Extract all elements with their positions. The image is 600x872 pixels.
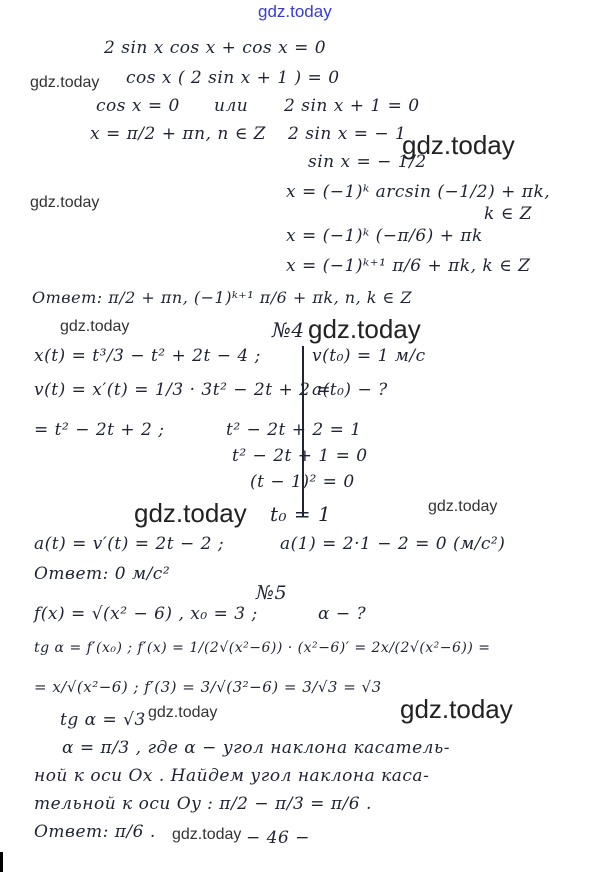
equation-line: cos x = 0 [96, 96, 180, 116]
watermark: gdz.today [172, 826, 242, 843]
watermark: gdz.today [30, 194, 100, 211]
text-line: ной к оси Ox . Найдем угол наклона каса- [34, 766, 430, 786]
watermark: gdz.today [148, 704, 218, 721]
equation-line: sin x = − 1/2 [308, 152, 427, 172]
given-line: α − ? [318, 604, 367, 624]
watermark: gdz.today [400, 694, 513, 724]
equation-line: 2 sin x cos x + cos x = 0 [104, 38, 327, 58]
equation-line: t₀ = 1 [270, 502, 332, 526]
equation-line: v(t) = x′(t) = 1/3 · 3t² − 2t + 2 = [34, 380, 332, 400]
answer-line: Ответ: π/6 . [34, 822, 156, 842]
watermark: gdz.today [30, 74, 100, 91]
equation-line: t² − 2t + 2 = 1 [226, 420, 362, 440]
answer-line: Ответ: 0 м/с² [34, 564, 171, 584]
equation-line: cos x ( 2 sin x + 1 ) = 0 [126, 68, 340, 88]
text-line: α = π/3 , где α − угол наклона касатель- [62, 738, 450, 758]
equation-line: x = (−1)ᵏ⁺¹ π/6 + πk, k ∈ Z [286, 256, 531, 276]
equation-line: k ∈ Z [484, 204, 533, 224]
given-line: a(t₀) − ? [312, 380, 388, 400]
watermark: gdz.today [428, 498, 498, 515]
equation-line: = x/√(x²−6) ; f′(3) = 3/√(3²−6) = 3/√3 = √3 [34, 678, 382, 696]
equation-line: t² − 2t + 1 = 0 [232, 446, 368, 466]
watermark-top: gdz.today [258, 2, 332, 21]
equation-line: 2 sin x = − 1 [288, 124, 407, 144]
watermark: gdz.today [402, 130, 515, 160]
task-number: №4 [272, 318, 305, 342]
or-word: или [214, 96, 249, 116]
equation-line: tg α = f′(x₀) ; f′(x) = 1/(2√(x²−6)) · (x²−6)′ = 2x/(2√(x²−6)) = [34, 640, 491, 656]
equation-line: f(x) = √(x² − 6) , x₀ = 3 ; [34, 604, 258, 624]
equation-line: x = (−1)ᵏ arcsin (−1/2) + πk, [286, 182, 551, 202]
given-line: v(t₀) = 1 м/с [312, 346, 426, 366]
equation-line: 2 sin x + 1 = 0 [284, 96, 420, 116]
equation-line: x = (−1)ᵏ (−π/6) + πk [286, 226, 483, 246]
watermark: gdz.today [308, 314, 421, 344]
watermark: gdz.today [60, 318, 130, 335]
page-edge-mark [0, 852, 3, 872]
text-line: тельной к оси Oy : π/2 − π/3 = π/6 . [34, 794, 372, 814]
answer-line: Ответ: π/2 + πn, (−1)ᵏ⁺¹ π/6 + πk, n, k ∈ Z [32, 288, 413, 307]
equation-line: tg α = √3 [60, 710, 146, 730]
equation-line: a(t) = v′(t) = 2t − 2 ; [34, 534, 225, 554]
equation-line: x(t) = t³/3 − t² + 2t − 4 ; [34, 346, 261, 366]
equation-line: a(1) = 2·1 − 2 = 0 (м/с²) [280, 534, 506, 554]
watermark: gdz.today [134, 498, 247, 528]
equation-line: = t² − 2t + 2 ; [34, 420, 165, 440]
task-number: №5 [256, 582, 288, 604]
equation-line: x = π/2 + πn, n ∈ Z [90, 124, 266, 144]
page-number: − 46 − [246, 828, 310, 848]
equation-line: (t − 1)² = 0 [250, 472, 355, 492]
